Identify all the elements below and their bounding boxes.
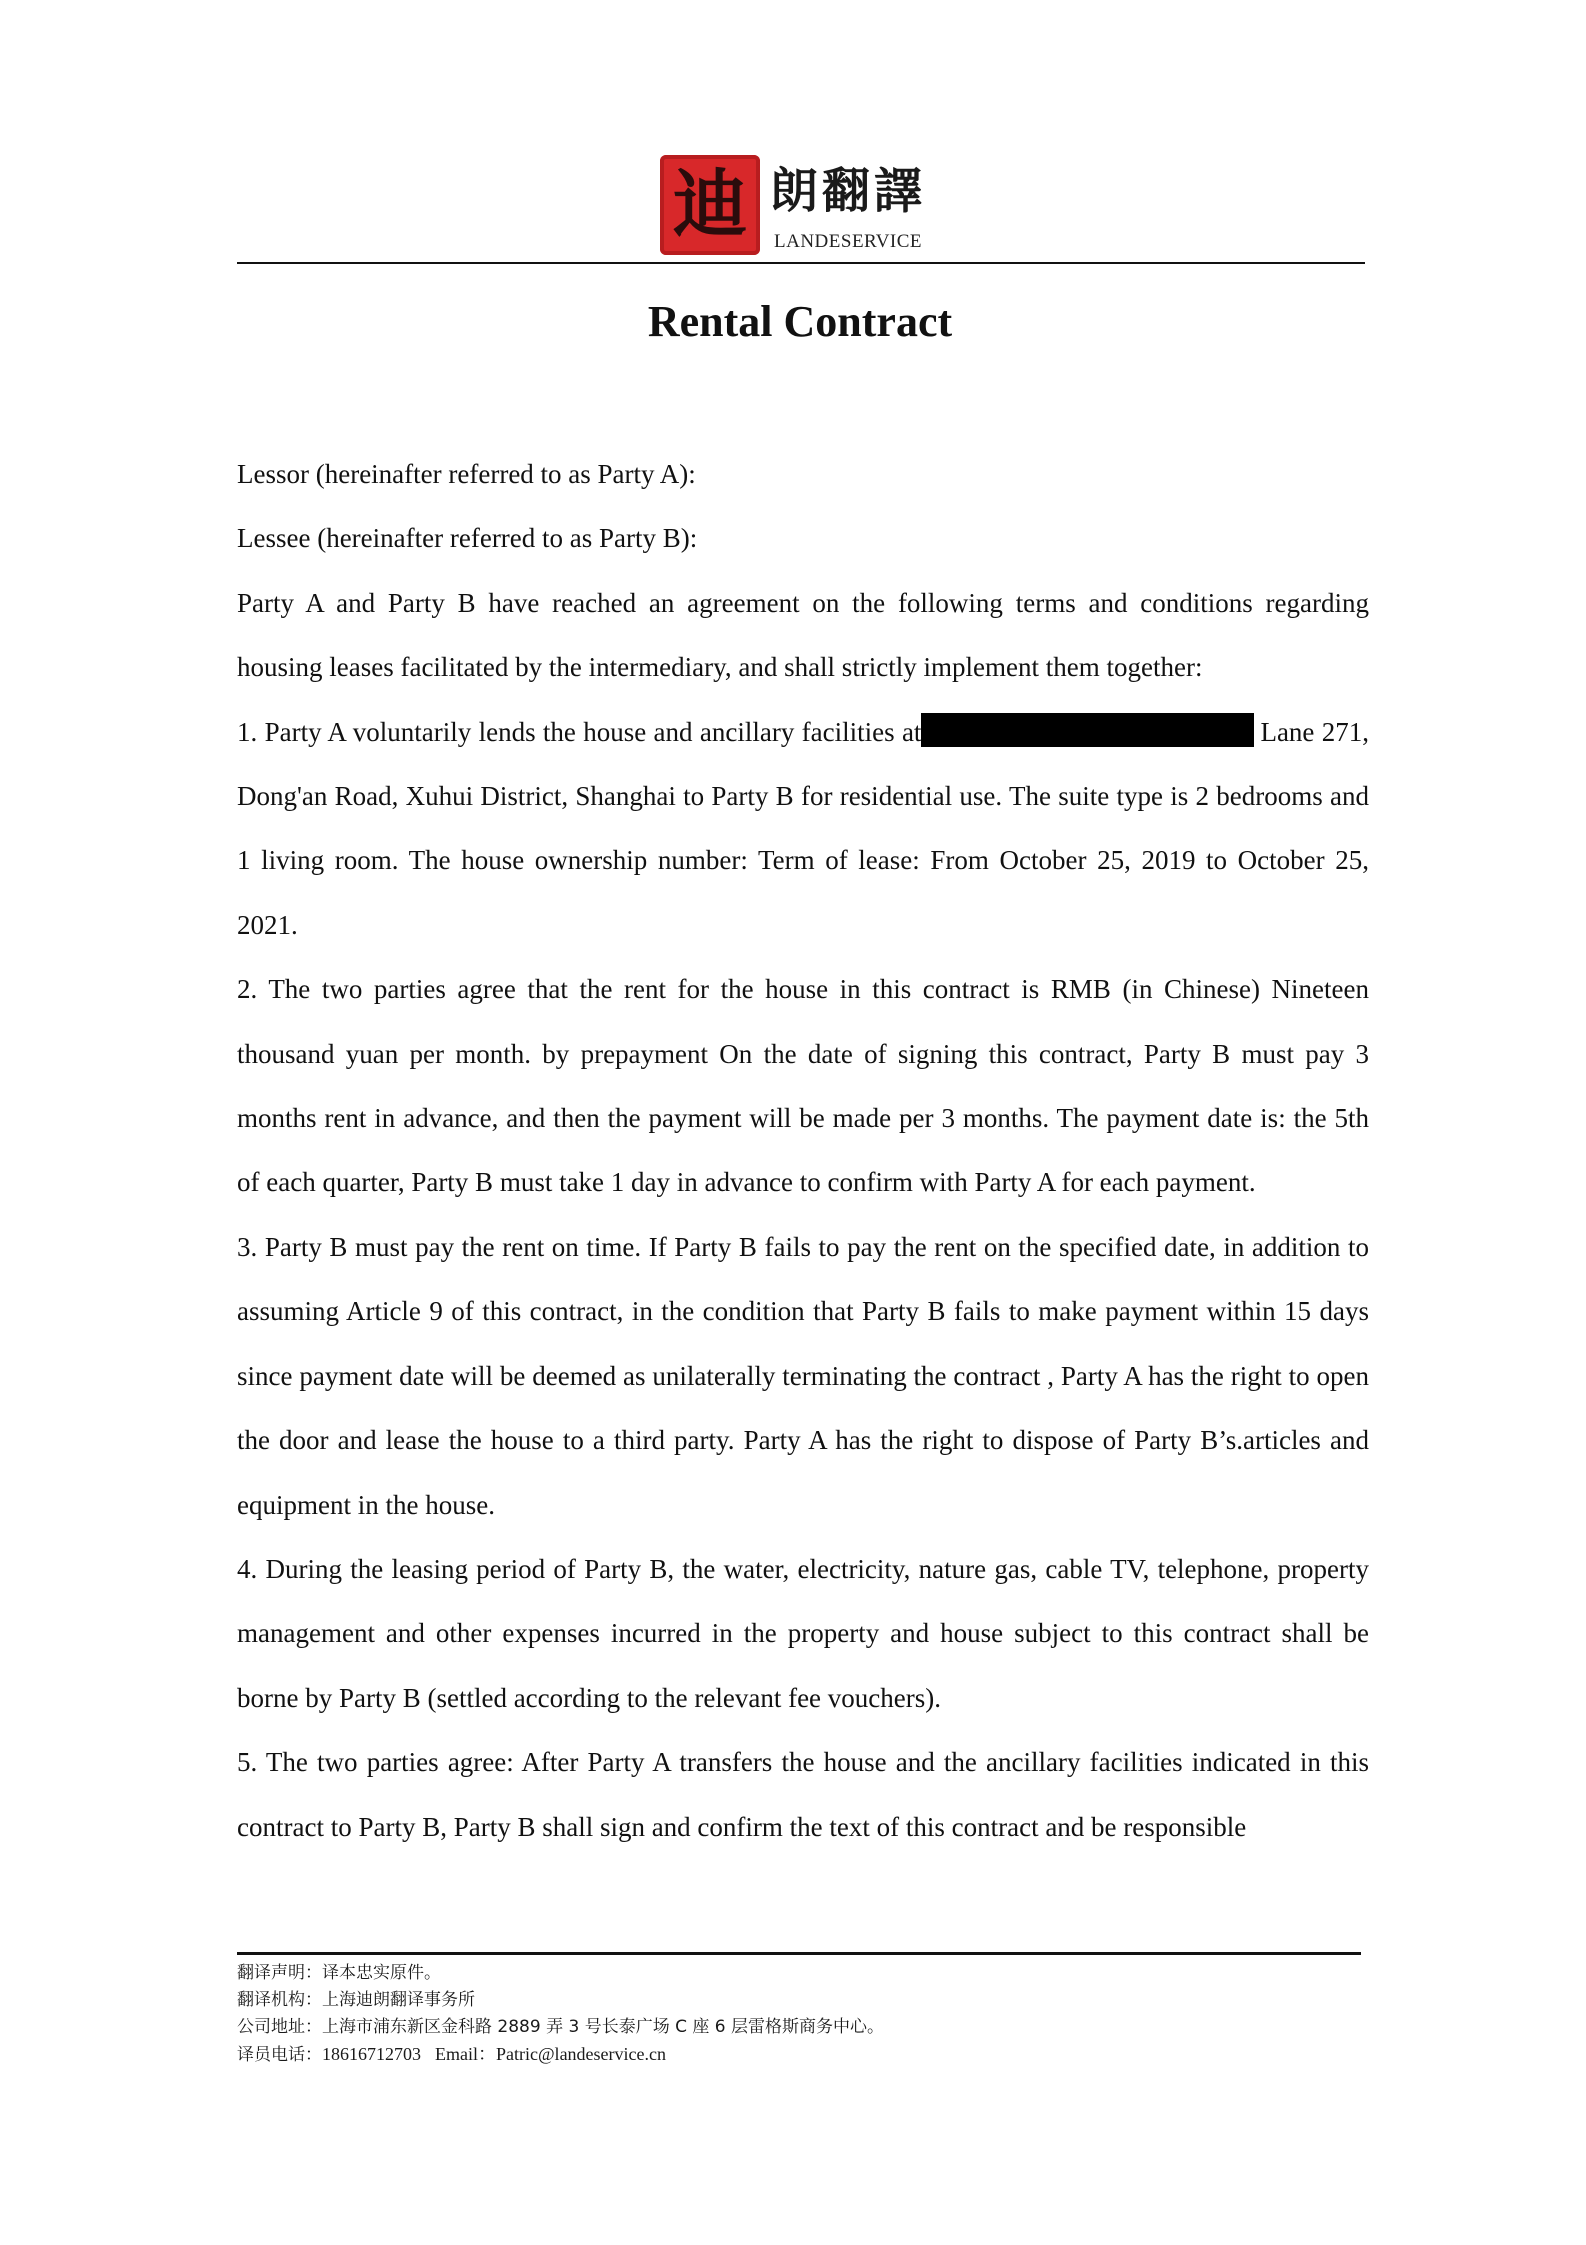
header-divider [237, 262, 1365, 264]
contract-body [237, 442, 1369, 1859]
footer-address: 公司地址：上海市浦东新区金科路 2889 弄 3 号长泰广场 C 座 6 层雷格斯商务中心。 [237, 2017, 884, 2037]
document-title: Rental Contract [647, 297, 953, 346]
footer-divider [237, 1952, 1361, 1955]
clause-1-text-end: Lane 271, Dong'an Road, Xuhui District, Shanghai to Party B for residential use. The suite type is 2 bedrooms and 1 living room. The house ownership number: Term of lease: From October 25, 2019 to October 25, 2021. [237, 716, 1369, 940]
paragraph-clause-2: 2. The two parties agree that the rent for the house in this contract is RMB (in Chinese) Nineteen thousand yuan per month. by prepayment On the date of signing this contract, Party B must pay 3 months rent in advance, and then the payment will be made per 3 months. The payment date is: the 5th of each quarter, Party B must take 1 day in advance to confirm with Party A for each payment. [237, 974, 1369, 1198]
paragraph-clause-5: 5. The two parties agree: After Party A transfers the house and the ancillary facilities indicated in this contract to Party B, Party B shall sign and confirm the text of this contract and be responsible [237, 1747, 1369, 1842]
logo-seal-icon [660, 155, 760, 255]
logo-chinese-name: 朗翻譯 [770, 163, 927, 219]
paragraph-intro: Party A and Party B have reached an agreement on the following terms and conditions regarding housing leases facilitated by the intermediary, and shall strictly implement them together: [237, 587, 1369, 683]
paragraph-lessee: Lessee (hereinafter referred to as Party B): [237, 523, 698, 554]
paragraph-lessor: Lessor (hereinafter referred to as Party A): [237, 459, 696, 489]
footer-agency: 翻译机构：上海迪朗翻译事务所 [237, 1990, 475, 2010]
paragraph-clause-4: 4. During the leasing period of Party B, the water, electricity, nature gas, cable TV, telephone, property management and other expenses incurred in the property and house subject to this contract shall be borne by Party B (settled according to the relevant fee vouchers). [237, 1553, 1369, 1713]
footer-email: Patric@landeservice.cn [496, 2044, 666, 2064]
clause-1-text-start: 1. Party A voluntarily lends the house and ancillary facilities at [237, 716, 922, 747]
footer-phone-label: 译员电话： [237, 2045, 322, 2065]
footer-contact [237, 2041, 1361, 2069]
logo-seal-char: 迪 [673, 162, 747, 248]
redaction-block [921, 713, 1254, 747]
logo-english-name: LANDESERVICE [774, 231, 923, 252]
paragraph-clause-1 [237, 700, 1369, 958]
paragraph-clause-3: 3. Party B must pay the rent on time. If Party B fails to pay the rent on the specified date, in addition to assuming Article 9 of this contract, in the condition that Party B fails to make payment within 15 days since payment date will be deemed as unilaterally terminating the contract , Party A has the right to open the door and lease the house to a third party. Party A has the right to dispose of Party B’s.articles and equipment in the house. [237, 1231, 1369, 1520]
footer-declaration: 翻译声明：译本忠实原件。 [237, 1963, 441, 1983]
company-logo [660, 155, 940, 255]
footer-phone: 18616712703 [322, 2044, 421, 2064]
footer-email-label: Email： [435, 2044, 496, 2064]
translation-footer [237, 1960, 1361, 2069]
